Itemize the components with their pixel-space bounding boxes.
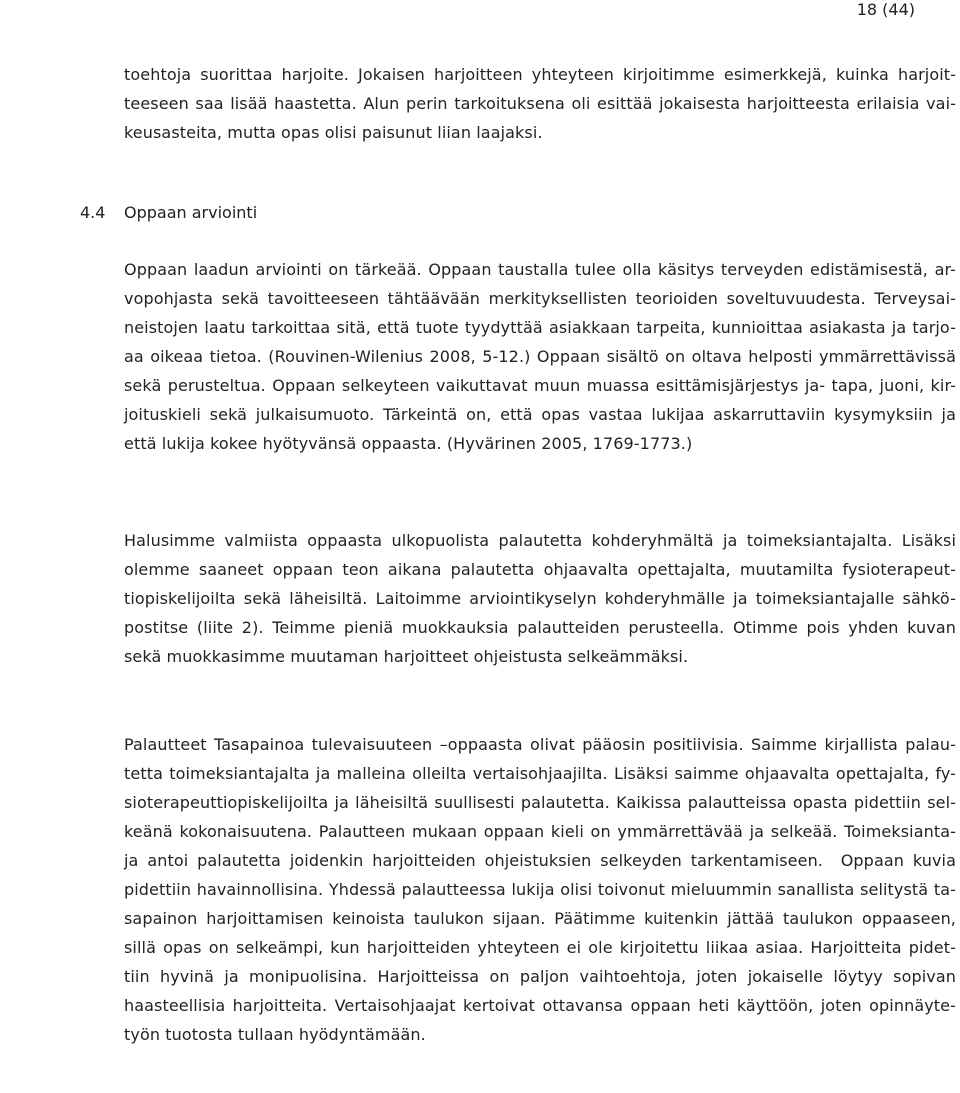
text-line: sillä opas on selkeämpi, kun harjoitteiden yhteyteen ei ole kirjoitettu liikaa asiaa. Harjoitteita pidet-: [124, 938, 956, 957]
text-line: tiin hyvinä ja monipuolisina. Harjoitteissa on paljon vaihtoehtoja, joten jokaiselle löytyy sopivan: [124, 967, 956, 986]
text-line: vopohjasta sekä tavoitteeseen tähtäävään merkityksellisten teorioiden soveltuvuudesta. Terveysai-: [124, 289, 956, 308]
text-line: pidettiin havainnollisina. Yhdessä palautteessa lukija olisi toivonut mieluummin sanallista selitystä ta-: [124, 880, 956, 899]
text-line: työn tuotosta tullaan hyödyntämään.: [124, 1025, 426, 1044]
text-line: teeseen saa lisää haastetta. Alun perin tarkoituksena oli esittää jokaisesta harjoitteesta erilaisia vai-: [124, 94, 956, 113]
paragraph-feedback-results: [124, 730, 956, 1049]
text-line: sekä perusteltua. Oppaan selkeyteen vaikuttavat muun muassa esittämisjärjestys ja- tapa, juoni, kir-: [124, 376, 956, 395]
text-line: ja antoi palautetta joidenkin harjoitteiden ohjeistuksien selkeyden tarkentamiseen. Oppaan kuvia: [124, 851, 956, 870]
text-line: toehtoja suorittaa harjoite. Jokaisen harjoitteen yhteyteen kirjoitimme esimerkkejä, kuinka harjoit-: [124, 65, 956, 84]
text-line: Halusimme valmiista oppaasta ulkopuolista palautetta kohderyhmältä ja toimeksiantajalta. Lisäksi: [124, 531, 956, 550]
text-line: haasteellisia harjoitteita. Vertaisohjaajat kertoivat ottavansa oppaan heti käyttöön, joten opinnäyte-: [124, 996, 956, 1015]
text-line: joituskieli sekä julkaisumuoto. Tärkeintä on, että opas vastaa lukijaa askarruttaviin kysymyksiin ja: [124, 405, 956, 424]
text-line: tetta toimeksiantajalta ja malleina olleilta vertaisohjaajilta. Lisäksi saimme ohjaavalta opettajalta, fy-: [124, 764, 956, 783]
text-line: olemme saaneet oppaan teon aikana palautetta ohjaavalta opettajalta, muutamilta fysioterapeut-: [124, 560, 956, 579]
intro-paragraph: [124, 60, 956, 147]
text-line: neistojen laatu tarkoittaa sitä, että tuote tyydyttää asiakkaan tarpeita, kunnioittaa asiakasta ja tarjo-: [124, 318, 956, 337]
text-line: keänä kokonaisuutena. Palautteen mukaan oppaan kieli on ymmärrettävää ja selkeää. Toimeksianta-: [124, 822, 956, 841]
page-number: 18 (44): [856, 0, 915, 19]
section-title: Oppaan arviointi: [124, 203, 258, 222]
text-line: Oppaan laadun arviointi on tärkeää. Oppaan taustalla tulee olla käsitys terveyden edistämisestä, ar-: [124, 260, 956, 279]
text-line: sapainon harjoittamisen keinoista taulukon sijaan. Päätimme kuitenkin jättää taulukon oppaaseen,: [124, 909, 956, 928]
text-line: postitse (liite 2). Teimme pieniä muokkauksia palautteiden perusteella. Otimme pois yhden kuvan: [124, 618, 956, 637]
text-line: sioterapeuttiopiskelijoilta ja läheisiltä suullisesti palautetta. Kaikissa palautteissa opasta pidettiin sel-: [124, 793, 956, 812]
text-line: että lukija kokee hyötyvänsä oppaasta. (Hyvärinen 2005, 1769-1773.): [124, 434, 693, 453]
section-number: 4.4: [80, 203, 106, 222]
paragraph-quality-assessment: [124, 255, 956, 458]
text-line: tiopiskelijoilta sekä läheisiltä. Laitoimme arviointikyselyn kohderyhmälle ja toimeksiantajalle sähkö-: [124, 589, 956, 608]
text-line: sekä muokkasimme muutaman harjoitteet ohjeistusta selkeämmäksi.: [124, 647, 689, 666]
text-line: keusasteita, mutta opas olisi paisunut liian laajaksi.: [124, 123, 543, 142]
section-heading: [80, 198, 257, 227]
text-line: Palautteet Tasapainoa tulevaisuuteen –oppaasta olivat pääosin positiivisia. Saimme kirjallista palau-: [124, 735, 956, 754]
text-line: aa oikeaa tietoa. (Rouvinen-Wilenius 2008, 5-12.) Oppaan sisältö on oltava helposti ymmärrettävissä: [124, 347, 956, 366]
paragraph-feedback-collection: [124, 526, 956, 671]
